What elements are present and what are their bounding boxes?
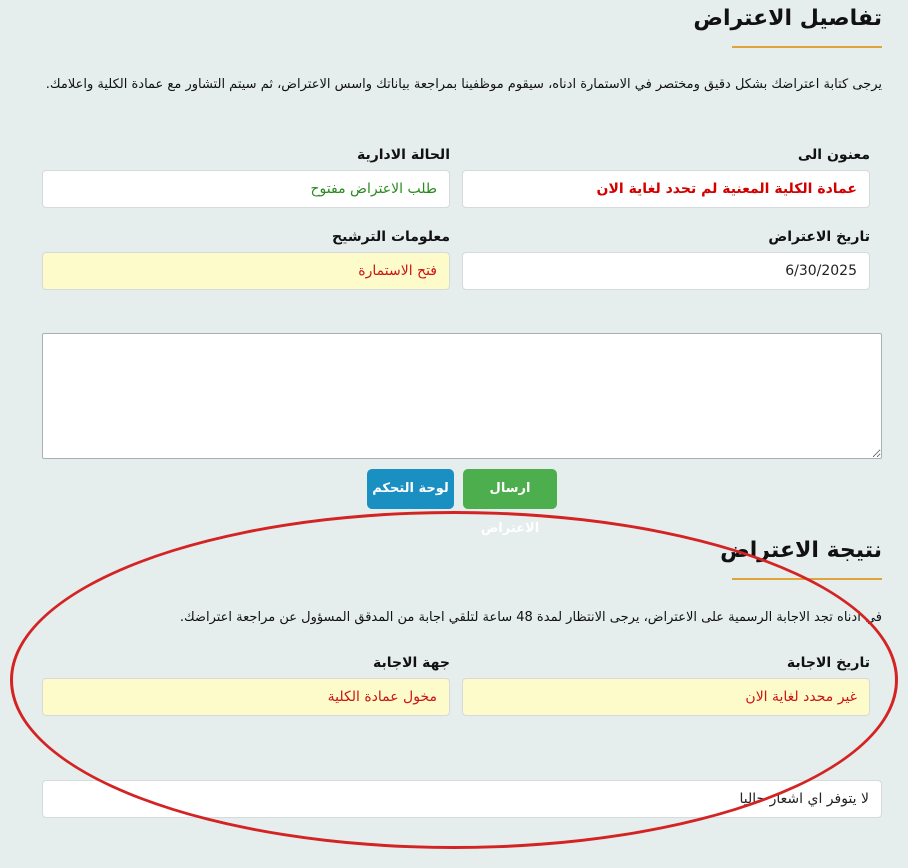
nomination-info-field[interactable]: فتح الاستمارة [42, 252, 450, 290]
admin-status-label: الحالة الادارية [356, 147, 450, 163]
objection-date-label: تاريخ الاعتراض [768, 229, 870, 245]
objection-textarea[interactable] [42, 333, 882, 459]
nomination-info-label: معلومات الترشيح [332, 229, 450, 245]
addressed-to-field: عمادة الكلية المعنية لم تحدد لغاية الان [462, 170, 870, 208]
admin-status-field: طلب الاعتراض مفتوح [42, 170, 450, 208]
objection-date-field: 6/30/2025 [462, 252, 870, 290]
send-objection-button[interactable]: ارسال الاعتراض [463, 469, 557, 509]
details-title: تفاصيل الاعتراض [693, 6, 882, 31]
answer-party-field: مخول عمادة الكلية [42, 678, 450, 716]
notification-box: لا يتوفر اي اشعار حاليا [42, 780, 882, 818]
result-title-underline [732, 578, 882, 580]
addressed-to-label: معنون الى [797, 147, 870, 163]
result-intro: في ادناه تجد الاجابة الرسمية على الاعتراض، يرجى الانتظار لمدة 48 ساعة لتلقي اجابة من المدقق المسؤول عن مراجعة اعتراضك. [179, 610, 882, 625]
details-title-underline [732, 46, 882, 48]
result-title: نتيجة الاعتراض [720, 538, 882, 563]
answer-date-label: تاريخ الاجابة [786, 655, 870, 671]
details-intro: يرجى كتابة اعتراضك بشكل دقيق ومختصر في الاستمارة ادناه، سيقوم موظفينا بمراجعة بياناتك واسس الاعتراض، ثم سيتم التشاور مع عمادة الكلية واعلامك. [45, 77, 882, 92]
dashboard-button[interactable]: لوحة التحكم [367, 469, 454, 509]
answer-party-label: جهة الاجابة [372, 655, 450, 671]
answer-date-field: غير محدد لغاية الان [462, 678, 870, 716]
